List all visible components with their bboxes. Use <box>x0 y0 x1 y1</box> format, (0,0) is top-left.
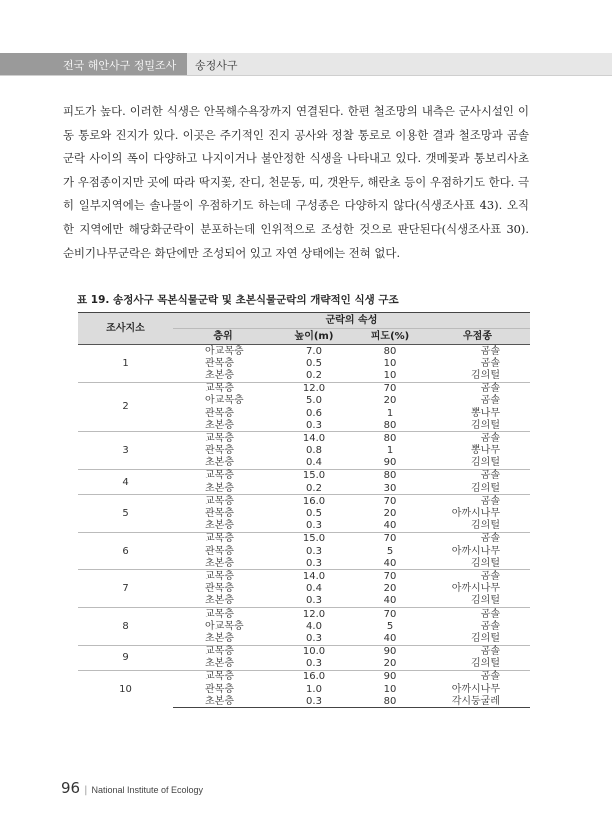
height-cell: 10.0 <box>273 645 355 658</box>
site-group <box>78 645 530 670</box>
layer-cell: 교목층 <box>173 570 273 583</box>
layer-cell: 아교목층 <box>205 620 244 632</box>
dominant-species-cell: 곰솔 <box>425 670 530 683</box>
cover-cell: 70 <box>355 570 425 583</box>
dominant-species-cell: 김의털 <box>471 482 500 494</box>
layer-cell: 교목층 <box>173 607 273 620</box>
table-row <box>78 382 530 395</box>
dominant-species-cell: 김의털 <box>471 632 500 644</box>
site-number: 5 <box>78 495 173 533</box>
dominant-species-cell: 곰솔 <box>480 620 500 632</box>
height-cell: 16.0 <box>273 670 355 683</box>
dominant-species-cell: 곰솔 <box>425 469 530 482</box>
footer-institute: National Institute of Ecology <box>91 785 204 795</box>
dominant-species-cell: 김의털 <box>471 658 500 670</box>
cover-cell: 20 <box>383 508 397 520</box>
dominant-species-cell: 곰솔 <box>425 495 530 508</box>
height-cell: 0.3 <box>306 595 322 607</box>
height-cell: 0.2 <box>306 369 322 381</box>
vegetation-structure-table <box>78 312 530 708</box>
layer-cell: 초본층 <box>173 695 273 708</box>
cover-cell: 70 <box>355 532 425 545</box>
height-cell: 4.0 <box>306 620 322 632</box>
cover-cell: 80 <box>355 695 425 708</box>
header-site: 조사지소 <box>78 313 173 345</box>
cover-cell: 80 <box>383 419 397 431</box>
site-number: 3 <box>78 432 173 470</box>
layer-cell: 교목층 <box>173 432 273 445</box>
table-row <box>78 469 530 482</box>
height-cell: 7.0 <box>306 345 322 357</box>
dominant-species-cell: 김의털 <box>471 457 500 469</box>
site-group <box>78 382 530 432</box>
layer-cell: 관목층 <box>205 683 234 695</box>
layer-cell: 초본층 <box>205 457 234 469</box>
dominant-species-cell: 김의털 <box>471 595 500 607</box>
body-paragraphs <box>63 100 529 265</box>
dominant-species-cell: 곰솔 <box>425 570 530 583</box>
layer-cell: 초본층 <box>205 369 234 381</box>
layer-cell: 교목층 <box>173 532 273 545</box>
height-cell: 0.6 <box>306 407 322 419</box>
table-row <box>78 570 530 583</box>
height-cell: 15.0 <box>273 469 355 482</box>
header-cover: 피도(%) <box>355 329 425 345</box>
layer-cell: 관목층 <box>205 445 234 457</box>
height-cell: 0.3 <box>306 632 322 644</box>
cover-cell: 30 <box>383 482 397 494</box>
cover-cell: 70 <box>355 382 425 395</box>
site-group <box>78 532 530 570</box>
height-cell: 14.0 <box>273 570 355 583</box>
dominant-species-cell: 아까시나무 <box>451 508 500 520</box>
height-cell: 14.0 <box>273 432 355 445</box>
site-group <box>78 570 530 608</box>
table-row <box>78 345 530 358</box>
layer-cell: 관목층 <box>205 508 234 520</box>
cover-cell: 70 <box>355 607 425 620</box>
dominant-species-cell: 김의털 <box>471 369 500 381</box>
cover-cell: 5 <box>386 545 394 557</box>
header-subsection-block <box>187 53 612 75</box>
table-row <box>78 532 530 545</box>
table-caption: 표 19. 송정사구 목본식물군락 및 초본식물군락의 개략적인 식생 구조 <box>77 294 399 306</box>
site-number: 10 <box>78 670 173 708</box>
height-cell: 0.3 <box>306 557 322 569</box>
table-row <box>78 495 530 508</box>
dominant-species-cell: 곰솔 <box>425 532 530 545</box>
layer-cell: 교목층 <box>173 469 273 482</box>
header-height: 높이(m) <box>273 329 355 345</box>
height-cell: 12.0 <box>273 382 355 395</box>
header-section-title: 전국 해안사구 정밀조사 <box>63 59 177 72</box>
cover-cell: 90 <box>355 670 425 683</box>
cover-cell: 1 <box>386 445 394 457</box>
header-subsection-title: 송정사구 <box>195 59 238 72</box>
cover-cell: 1 <box>386 407 394 419</box>
header-divider <box>0 75 612 76</box>
table-row <box>78 432 530 445</box>
layer-cell: 아교목층 <box>205 395 244 407</box>
cover-cell: 20 <box>383 583 397 595</box>
dominant-species-cell: 아까시나무 <box>451 545 500 557</box>
cover-cell: 20 <box>383 658 397 670</box>
body-paragraph: 피도가 높다. 이러한 식생은 안목해수욕장까지 연결된다. 한편 철조망의 내측은 군사시설인 이동 통로와 진지가 있다. 이곳은 주기적인 진지 공사와 정찰 통로로 이용한 결과 철조망과 곰솔군락 사이의 폭이 다양하고 나지이거나 불안정한 식생을 나타내고 있다. 갯메꽃과 통보리사초가 우점종이지만 곳에 따라 딱지꽃, 잔디, 천문동, 띠, 갯완두, 해란초 등이 우점하기도 한다. 극히 일부지역에는 솔나물이 우점하기도 하는데 구성종은 다양하지 않다(식생조사표 43). 오직 한 지역에만 해당화군락이 분포하는데 인위적으로 조성한 것으로 판단된다(식생조사표 30). 순비기나무군락은 화단에만 조성되어 있고 자연 상태에는 전혀 없다. <box>63 104 529 260</box>
height-cell: 0.3 <box>306 419 322 431</box>
layer-cell: 교목층 <box>173 382 273 395</box>
header-dominant: 우점종 <box>425 329 530 345</box>
layer-cell: 관목층 <box>205 407 234 419</box>
cover-cell: 40 <box>383 557 397 569</box>
header-attributes: 군락의 속성 <box>173 313 530 329</box>
layer-cell: 초본층 <box>205 482 234 494</box>
dominant-species-cell: 곰솔 <box>480 357 500 369</box>
dominant-species-cell: 뽕나무 <box>471 407 500 419</box>
site-group <box>78 345 530 383</box>
layer-cell: 관목층 <box>205 583 234 595</box>
site-number: 6 <box>78 532 173 570</box>
site-group <box>78 670 530 708</box>
site-group <box>78 432 530 470</box>
dominant-species-cell: 곰솔 <box>425 645 530 658</box>
dominant-species-cell: 아까시나무 <box>451 583 500 595</box>
layer-cell: 교목층 <box>173 495 273 508</box>
height-cell: 0.4 <box>306 457 322 469</box>
dominant-species-cell: 곰솔 <box>480 395 500 407</box>
layer-cell: 교목층 <box>173 670 273 683</box>
site-number: 2 <box>78 382 173 432</box>
page-number: 96 <box>61 779 81 797</box>
dominant-species-cell: 김의털 <box>471 557 500 569</box>
table-row <box>78 670 530 683</box>
site-number: 8 <box>78 607 173 645</box>
dominant-species-cell: 곰솔 <box>480 345 500 357</box>
layer-cell: 관목층 <box>205 357 234 369</box>
height-cell: 0.5 <box>306 508 322 520</box>
cover-cell: 90 <box>355 645 425 658</box>
height-cell: 0.3 <box>273 695 355 708</box>
layer-cell: 아교목층 <box>205 345 244 357</box>
height-cell: 0.5 <box>306 357 322 369</box>
layer-cell: 초본층 <box>205 595 234 607</box>
layer-cell: 관목층 <box>205 545 234 557</box>
cover-cell: 40 <box>383 595 397 607</box>
cover-cell: 70 <box>355 495 425 508</box>
footer-separator: | <box>84 785 88 796</box>
height-cell: 1.0 <box>306 683 322 695</box>
cover-cell: 80 <box>383 345 397 357</box>
dominant-species-cell: 김의털 <box>471 419 500 431</box>
cover-cell: 90 <box>383 457 397 469</box>
layer-cell: 초본층 <box>205 557 234 569</box>
height-cell: 16.0 <box>273 495 355 508</box>
site-number: 4 <box>78 469 173 494</box>
dominant-species-cell: 곰솔 <box>425 607 530 620</box>
height-cell: 0.3 <box>306 520 322 532</box>
height-cell: 12.0 <box>273 607 355 620</box>
layer-cell: 초본층 <box>205 658 234 670</box>
site-group <box>78 607 530 645</box>
site-group <box>78 495 530 533</box>
cover-cell: 80 <box>355 469 425 482</box>
layer-cell: 초본층 <box>205 520 234 532</box>
dominant-species-cell: 곰솔 <box>425 432 530 445</box>
cover-cell: 10 <box>383 357 397 369</box>
layer-cell: 초본층 <box>205 419 234 431</box>
height-cell: 5.0 <box>306 395 322 407</box>
table-row <box>78 645 530 658</box>
cover-cell: 10 <box>383 683 397 695</box>
site-number: 9 <box>78 645 173 670</box>
height-cell: 0.4 <box>306 583 322 595</box>
running-header <box>0 53 612 75</box>
site-group <box>78 469 530 494</box>
height-cell: 0.3 <box>306 545 322 557</box>
cover-cell: 80 <box>355 432 425 445</box>
cover-cell: 5 <box>386 620 394 632</box>
header-section-block <box>0 53 187 75</box>
dominant-species-cell: 김의털 <box>471 520 500 532</box>
height-cell: 15.0 <box>273 532 355 545</box>
dominant-species-cell: 각시둥굴레 <box>425 695 530 708</box>
dominant-species-cell: 곰솔 <box>425 382 530 395</box>
dominant-species-cell: 뽕나무 <box>471 445 500 457</box>
dominant-species-cell: 아까시나무 <box>451 683 500 695</box>
height-cell: 0.2 <box>306 482 322 494</box>
header-layer: 층위 <box>173 329 273 345</box>
height-cell: 0.3 <box>306 658 322 670</box>
layer-cell: 초본층 <box>205 632 234 644</box>
page-footer <box>61 778 203 797</box>
table-row <box>78 607 530 620</box>
cover-cell: 20 <box>383 395 397 407</box>
cover-cell: 40 <box>383 520 397 532</box>
layer-cell: 교목층 <box>173 645 273 658</box>
height-cell: 0.8 <box>306 445 322 457</box>
cover-cell: 40 <box>383 632 397 644</box>
site-number: 7 <box>78 570 173 608</box>
cover-cell: 10 <box>383 369 397 381</box>
site-number: 1 <box>122 357 129 369</box>
